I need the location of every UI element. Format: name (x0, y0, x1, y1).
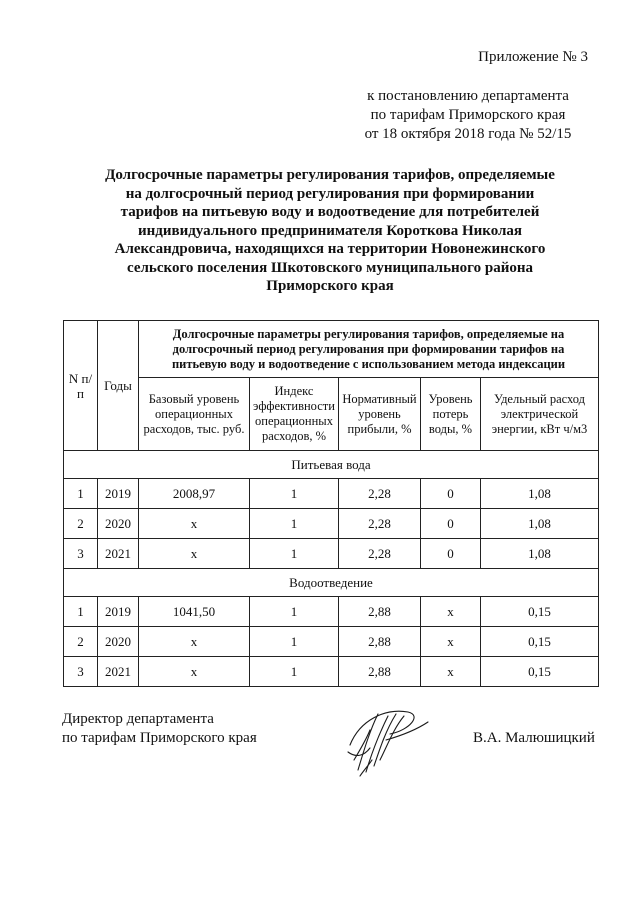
cell: 2,28 (339, 479, 421, 509)
cell: 2019 (98, 479, 139, 509)
table-row (64, 479, 599, 509)
cell: х (139, 627, 250, 657)
signatory-position (62, 710, 257, 748)
appendix-number: Приложение № 3 (478, 49, 588, 65)
cell: 2,28 (339, 539, 421, 569)
header-years: Годы (98, 321, 139, 451)
cell: х (139, 657, 250, 687)
parameters-table (63, 320, 599, 687)
section-drinking-water: Питьевая вода (64, 451, 599, 479)
cell: 3 (64, 657, 98, 687)
cell: 2,88 (339, 627, 421, 657)
cell: 1 (64, 479, 98, 509)
cell: 1 (250, 597, 339, 627)
document-title: Долгосрочные параметры регулирования тарифов, определяемые на долгосрочный период регулирования при формировании тарифов на питьевую воду и водоотведение для потребителей индивидуального предпринимателя Короткова Николая Александровича, находящихся на территории Новонежинского сельского поселения Шкотовского муниципального района Приморского края (105, 167, 555, 294)
appendix-line-3: от 18 октября 2018 года № 52/15 (364, 126, 572, 142)
header-n: N п/п (64, 321, 98, 451)
cell: 1,08 (481, 509, 599, 539)
cell: 1 (64, 597, 98, 627)
cell: 1 (250, 509, 339, 539)
header-water-losses: Уровень потерь воды, % (421, 378, 481, 451)
cell: х (421, 627, 481, 657)
handwritten-signature (330, 700, 440, 780)
cell: 2021 (98, 539, 139, 569)
cell: 2019 (98, 597, 139, 627)
cell: 2 (64, 627, 98, 657)
cell: 1041,50 (139, 597, 250, 627)
header-base-opex: Базовый уровень операционных расходов, тыс. руб. (139, 378, 250, 451)
signatory-position-line-1: Директор департамента (62, 711, 214, 727)
header-efficiency-index: Индекс эффективности операционных расходов, % (250, 378, 339, 451)
cell: 1 (250, 539, 339, 569)
appendix-line-1: к постановлению департамента (367, 88, 569, 104)
cell: 0 (421, 539, 481, 569)
cell: 1 (250, 479, 339, 509)
signatory-name: В.А. Малюшицкий (473, 730, 595, 746)
cell: х (421, 597, 481, 627)
cell: 0 (421, 479, 481, 509)
signatory-position-line-2: по тарифам Приморского края (62, 730, 257, 746)
header-energy-consumption: Удельный расход электрической энергии, кВт ч/м3 (481, 378, 599, 451)
cell: 0 (421, 509, 481, 539)
cell: 2020 (98, 509, 139, 539)
cell: 1,08 (481, 479, 599, 509)
header-group: Долгосрочные параметры регулирования тарифов, определяемые на долгосрочный период регулирования при формировании тарифов на питьевую воду и водоотведение с использованием метода индексации (139, 321, 599, 378)
cell: 0,15 (481, 627, 599, 657)
appendix-line-2: по тарифам Приморского края (370, 107, 566, 123)
cell: х (139, 539, 250, 569)
cell: 1 (250, 657, 339, 687)
table-row (64, 627, 599, 657)
section-wastewater: Водоотведение (64, 569, 599, 597)
cell: 2021 (98, 657, 139, 687)
table-row (64, 597, 599, 627)
cell: 1,08 (481, 539, 599, 569)
cell: 3 (64, 539, 98, 569)
cell: х (421, 657, 481, 687)
cell: 0,15 (481, 657, 599, 687)
cell: х (139, 509, 250, 539)
cell: 0,15 (481, 597, 599, 627)
table-row (64, 657, 599, 687)
cell: 2,88 (339, 597, 421, 627)
appendix-block (288, 48, 588, 144)
cell: 2,88 (339, 657, 421, 687)
cell: 2008,97 (139, 479, 250, 509)
cell: 2020 (98, 627, 139, 657)
header-profit-level: Нормативный уровень прибыли, % (339, 378, 421, 451)
cell: 2 (64, 509, 98, 539)
cell: 1 (250, 627, 339, 657)
table-row (64, 539, 599, 569)
table-row (64, 509, 599, 539)
cell: 2,28 (339, 509, 421, 539)
